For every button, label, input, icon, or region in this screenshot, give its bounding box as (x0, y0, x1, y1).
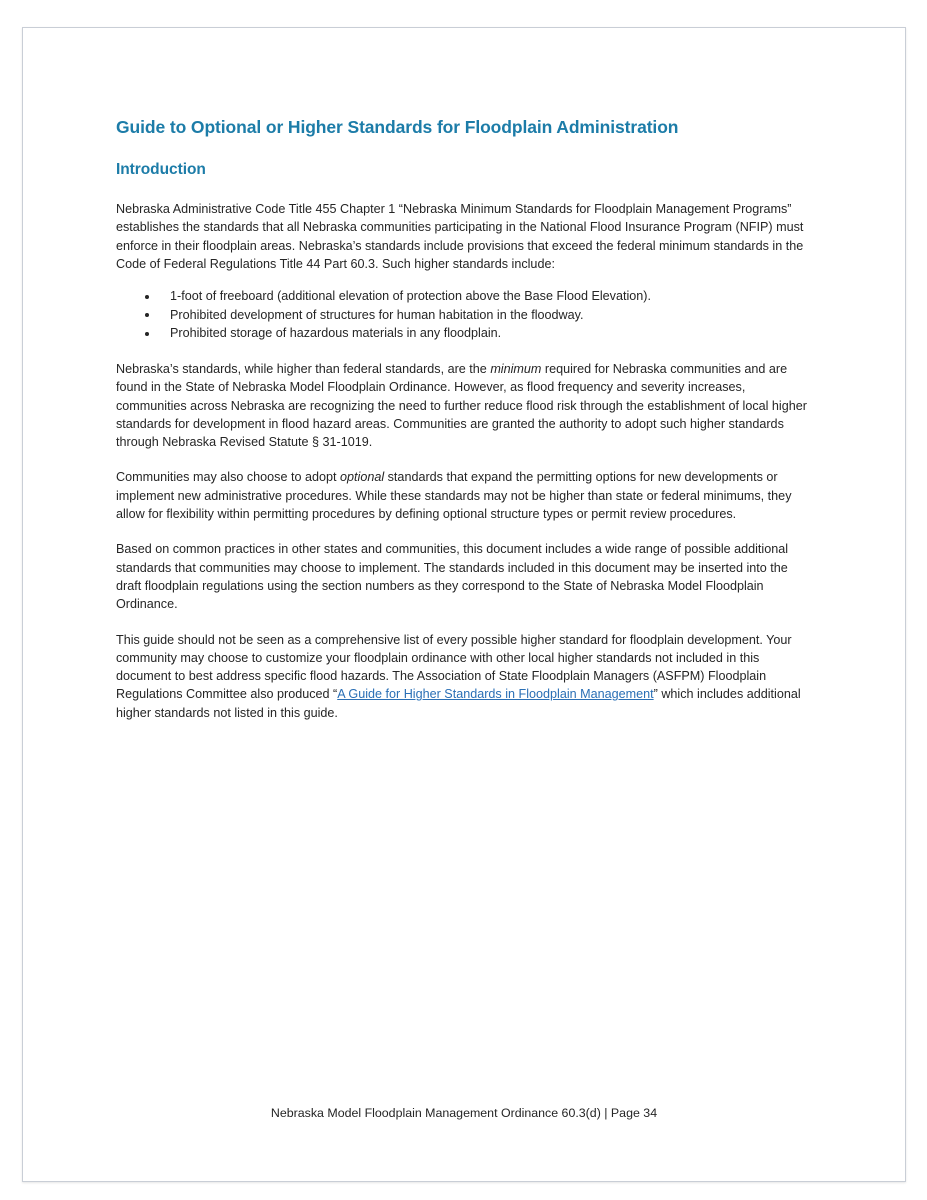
paragraph-common-practices: Based on common practices in other states and communities, this document includes a wide range of possible additional standards that communities may choose to implement. The standards included in this document may be inserted into the draft floodplain regulations using the section numbers as they correspond to the State of Nebraska Model Floodplain Ordinance. (116, 542, 789, 612)
bullet-dot-icon (145, 313, 149, 317)
emphasis-optional: optional (340, 470, 385, 485)
page-footer: Nebraska Model Floodplain Management Ordinance 60.3(d) | Page 34 (270, 1106, 658, 1120)
emphasis-minimum: minimum (490, 361, 542, 376)
document-content-area (116, 116, 816, 739)
page-title: Guide to Optional or Higher Standards for Floodplain Administration (116, 117, 679, 137)
paragraph-text-segment: Nebraska’s standards, while higher than federal standards, are the (116, 361, 491, 376)
paragraph-text-segment: Communities may also choose to adopt (116, 470, 341, 485)
asfpm-guide-link[interactable]: A Guide for Higher Standards in Floodplain Management (337, 687, 654, 702)
higher-standards-bullet-list (116, 287, 816, 343)
paragraph-optional-standards (116, 468, 816, 523)
paragraph-text-segment: ” which includes additional higher standards not listed in this guide. (116, 687, 801, 720)
paragraph-nebraska-admin-code: Nebraska Administrative Code Title 455 Chapter 1 “Nebraska Minimum Standards for Floodplain Management Programs” establishes the standards that all Nebraska communities participating in the National Flood Insurance Program (NFIP) must enforce in their floodplain areas. Nebraska’s standards include provisions that exceed the federal minimum standards in the Code of Federal Regulations Title 44 Part 60.3. Such higher standards include: (116, 202, 804, 271)
document-page (22, 27, 906, 1182)
list-item (116, 324, 816, 343)
paragraph-text-segment: This guide should not be seen as a comprehensive list of every possible higher standard for floodplain development. Your community may choose to customize your floodplain ordinance with other local higher standards not included in this document to best address specific flood hazards. The Association of State Floodplain Managers (ASFPM) Floodplain Regulations Committee also produced “ (116, 632, 792, 702)
paragraph-comprehensive-list (116, 631, 816, 722)
list-item (116, 287, 816, 306)
paragraph-text-segment: required for Nebraska communities and are found in the State of Nebraska Model Floodplain Ordinance. However, as flood frequency and severity increases, communities across Nebraska are recognizing the need to further reduce flood risk through the establishment of local higher standards for development in flood hazard areas. Communities are granted the authority to adopt such higher standards through Nebraska Revised Statute § 31-1019. (116, 361, 807, 450)
list-item (116, 306, 816, 325)
list-item-label: Prohibited development of structures for human habitation in the floodway. (170, 307, 584, 322)
list-item-label: 1-foot of freeboard (additional elevation of protection above the Base Flood Elevation). (170, 289, 651, 304)
paragraph-text-segment: standards that expand the permitting options for new developments or implement new administrative procedures. While these standards may not be higher than state or federal minimums, they allow for flexibility within permitting procedures by defining optional structure types or permit review procedures. (116, 470, 792, 522)
bullet-dot-icon (145, 295, 149, 299)
section-heading-introduction: Introduction (116, 161, 206, 178)
bullet-dot-icon (145, 332, 149, 336)
list-item-label: Prohibited storage of hazardous materials in any floodplain. (170, 326, 502, 341)
paragraph-minimum-standards (116, 360, 816, 451)
